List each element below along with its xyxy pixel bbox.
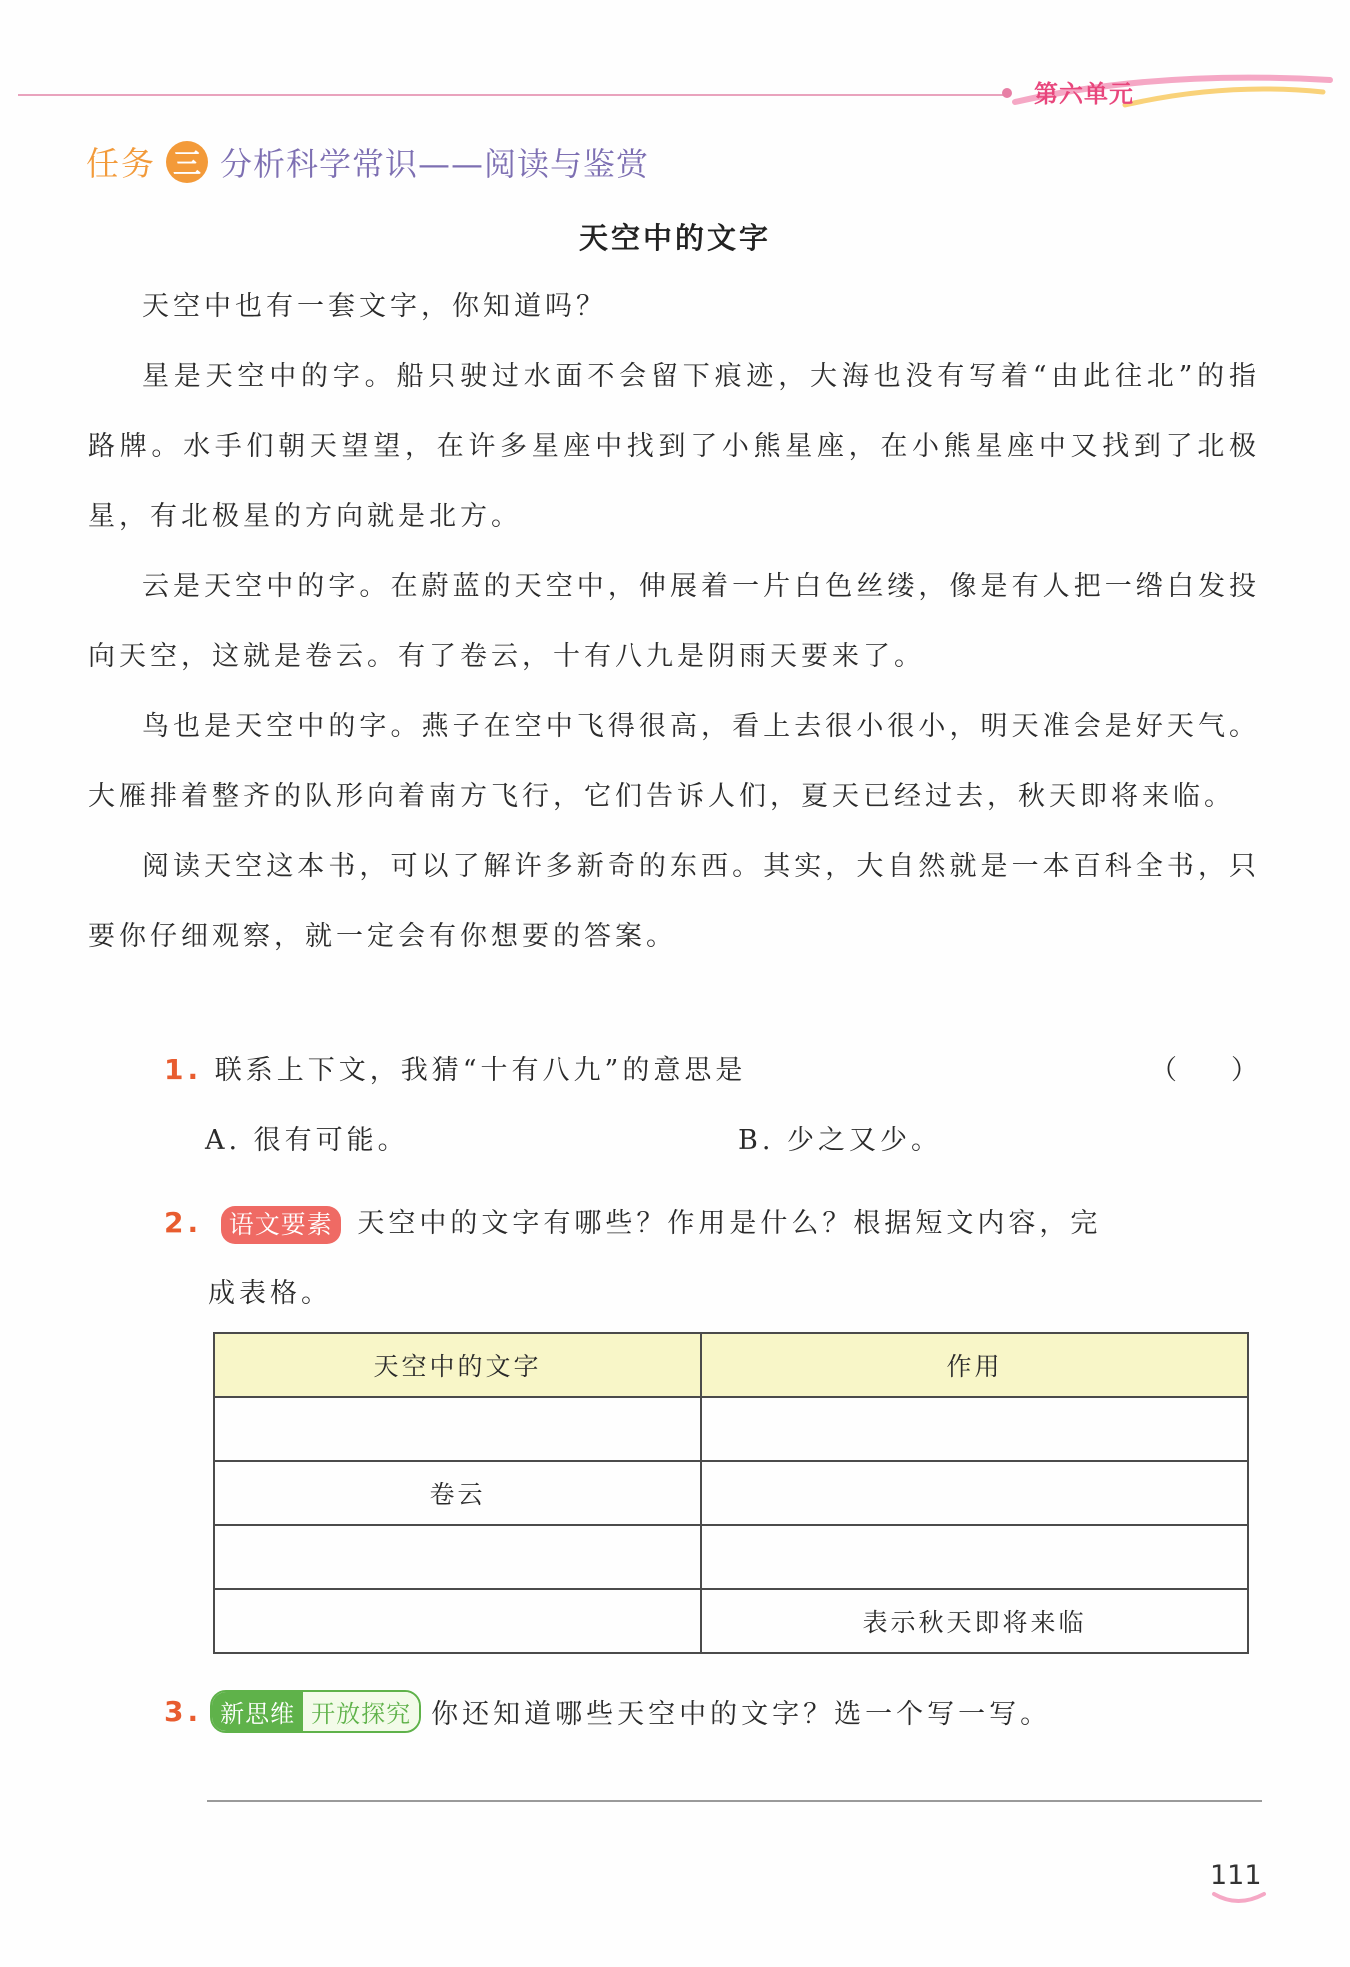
option-a[interactable]: A. 很有可能。: [205, 1125, 409, 1156]
article-paragraph: 星是天空中的字。船只驶过水面不会留下痕迹，大海也没有写着“由此往北”的指路牌。水手们朝天望望，在许多星座中找到了小熊星座，在小熊星座中又找到了北极星，有北极星的方向就是北方。: [88, 361, 1260, 532]
option-b[interactable]: B. 少之又少。: [738, 1125, 943, 1156]
question-3: [164, 1690, 1051, 1733]
chinese-elements-tag: 语文要素: [221, 1206, 341, 1244]
answer-blank-parentheses[interactable]: （ ）: [1150, 1055, 1258, 1086]
table-cell[interactable]: [701, 1397, 1248, 1461]
question-2-text: 天空中的文字有哪些？作用是什么？根据短文内容，完: [357, 1208, 1102, 1239]
task-title: 分析科学常识——阅读与鉴赏: [220, 144, 650, 183]
table-cell[interactable]: [701, 1461, 1248, 1525]
table-header-cell: 天空中的文字: [214, 1333, 701, 1397]
page-number-swoosh-decoration: [1210, 1888, 1270, 1908]
article-paragraph: 阅读天空这本书，可以了解许多新奇的东西。其实，大自然就是一本百科全书，只要你仔细观察，就一定会有你想要的答案。: [88, 851, 1260, 952]
table-row: [214, 1589, 1248, 1653]
open-exploration-label: 开放探究: [303, 1692, 419, 1731]
article-body: [88, 272, 1260, 972]
task-label: 任务: [86, 144, 156, 183]
table-cell[interactable]: [701, 1525, 1248, 1589]
table-cell: 卷云: [214, 1461, 701, 1525]
task-heading: [86, 138, 649, 185]
table-cell: 表示秋天即将来临: [701, 1589, 1248, 1653]
table-cell[interactable]: [214, 1525, 701, 1589]
table-header-row: [214, 1333, 1248, 1397]
header-rule: [18, 94, 1003, 96]
question-number: 2.: [164, 1206, 203, 1239]
answer-table: [213, 1332, 1249, 1654]
article-paragraph: 天空中也有一套文字，你知道吗？: [142, 291, 607, 322]
task-number-badge: 三: [166, 141, 208, 183]
table-header-cell: 作用: [701, 1333, 1248, 1397]
question-1-text: 联系上下文，我猜“十有八九”的意思是: [214, 1055, 747, 1086]
question-number: 1.: [164, 1053, 203, 1086]
unit-label: 第六单元: [1034, 80, 1134, 108]
question-1: [164, 1048, 746, 1087]
table-cell[interactable]: [214, 1397, 701, 1461]
table-row: [214, 1397, 1248, 1461]
article-title: 天空中的文字: [578, 221, 771, 255]
question-2: [164, 1188, 1264, 1329]
question-3-text: 你还知道哪些天空中的文字？选一个写一写。: [431, 1699, 1052, 1730]
question-2-text-continued: 成表格。: [208, 1278, 332, 1309]
table-row: [214, 1461, 1248, 1525]
table-row: [214, 1525, 1248, 1589]
new-thinking-label: 新思维: [212, 1692, 303, 1731]
article-paragraph: 鸟也是天空中的字。燕子在空中飞得很高，看上去很小很小，明天准会是好天气。大雁排着整齐的队形向着南方飞行，它们告诉人们，夏天已经过去，秋天即将来临。: [88, 711, 1260, 812]
page-number: 111: [1210, 1860, 1262, 1891]
answer-writing-line[interactable]: [207, 1800, 1262, 1802]
question-number: 3.: [164, 1695, 203, 1728]
table-cell[interactable]: [214, 1589, 701, 1653]
new-thinking-tag: [210, 1690, 421, 1733]
article-paragraph: 云是天空中的字。在蔚蓝的天空中，伸展着一片白色丝缕，像是有人把一绺白发投向天空，这就是卷云。有了卷云，十有八九是阴雨天要来了。: [88, 571, 1260, 672]
